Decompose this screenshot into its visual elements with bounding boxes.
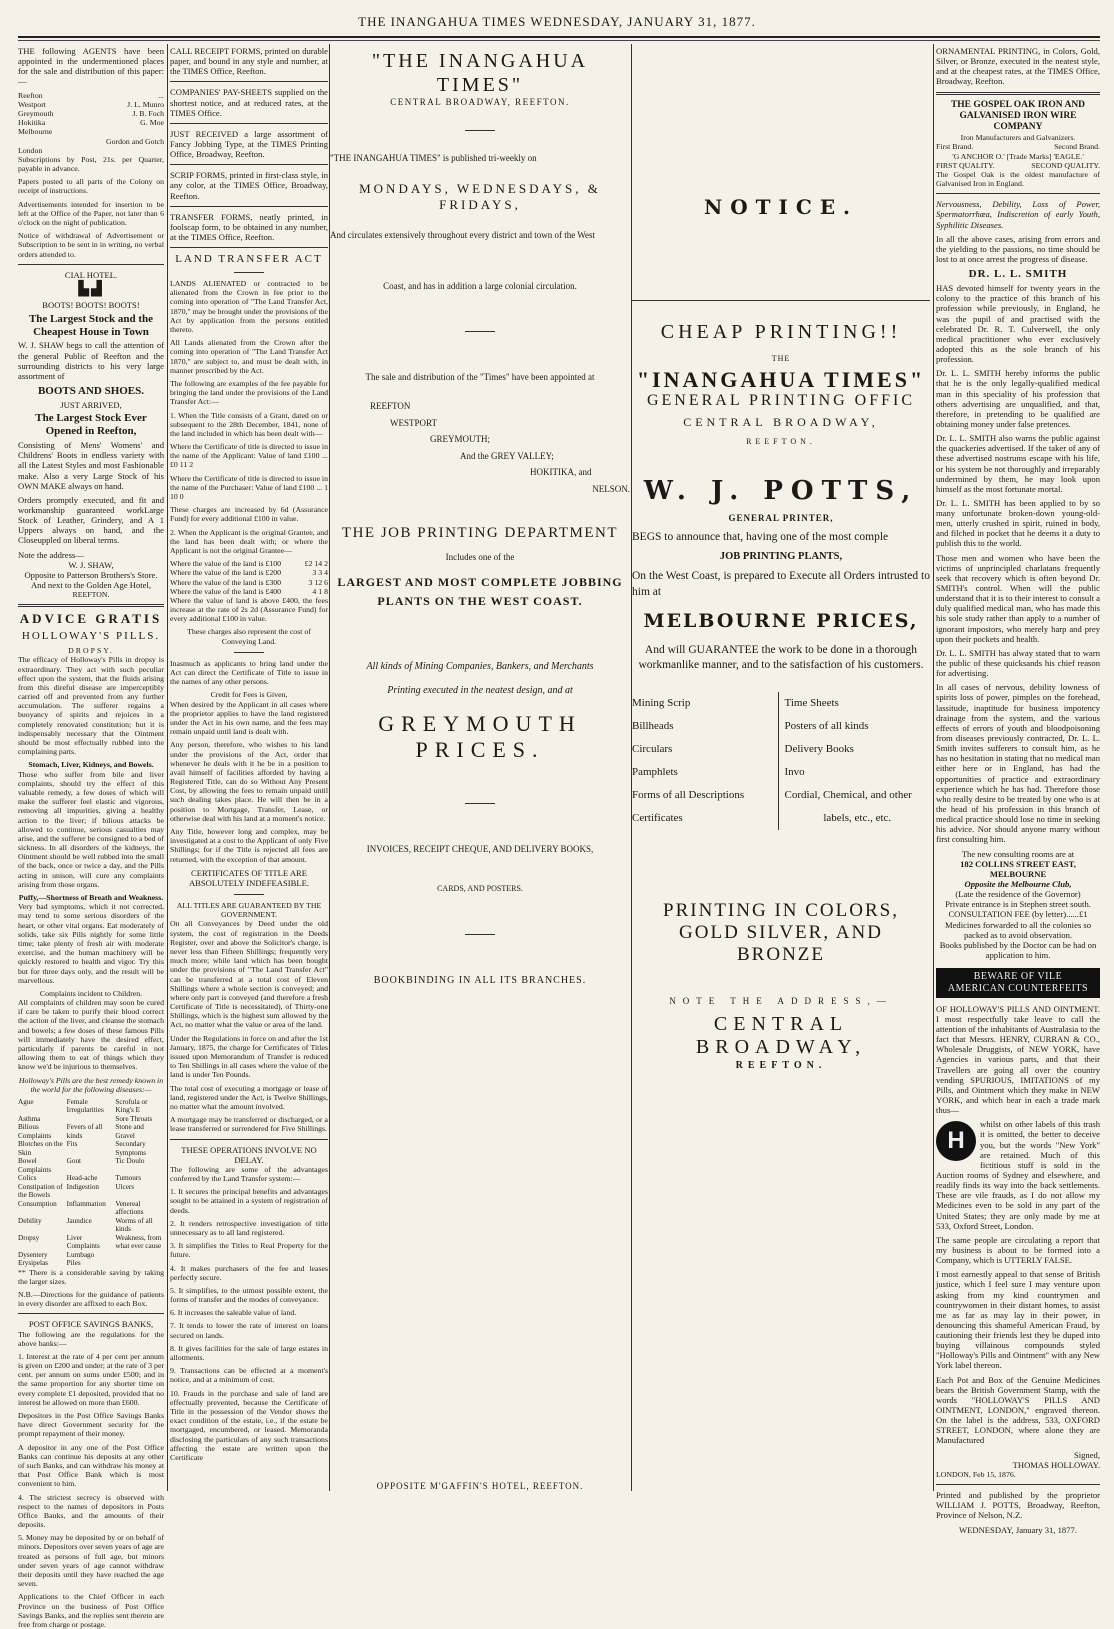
nervous-head: Nervousness, Debility, Loss of Power, Spermatorrhœa, Indiscretion of early Youth, Syphilitic Diseases. xyxy=(936,199,1100,230)
advantages: The following are some of the advantages conferred by the Land Transfer system:— xyxy=(170,1164,328,1184)
cheap-printing-head: CHEAP PRINTING!! xyxy=(660,320,902,343)
transfer-ad: TRANSFER FORMS, neatly printed, in foolscap form, to be obtained in any number, at the TIMES Office, Reefton. xyxy=(170,211,328,242)
disease-cell: Colics xyxy=(18,1174,37,1183)
printed-by: Printed and published by the proprietor WILLIAM J. POTTS, Broadway, Reefton, Province of Nelson, N.Z. xyxy=(936,1490,1100,1521)
divider xyxy=(465,934,495,935)
column-1 xyxy=(18,46,164,1629)
just-arrived: JUST ARRIVED, xyxy=(60,400,122,411)
general-printer: GENERAL PRINTER, xyxy=(728,512,834,523)
disease-cell: Piles xyxy=(66,1259,81,1268)
fee-table xyxy=(170,559,328,596)
divider xyxy=(170,164,328,165)
collins-address: 182 COLLINS STREET EAST, MELBOURNE xyxy=(960,858,1076,879)
paper-title: "THE INANGAHUA TIMES" xyxy=(371,50,589,96)
smith-text-7: In all cases of nervous, debility lowness of spirits loss of power, pimples on the forehead, lassitude, inaptitude for business impotency drainage from the system, and the various effects of errors of youth and bloodpoisoning from diseases previously contracted, Dr. L. L. Smith invites sufferers to consult him, as he has no hesitation in stating that no medical man either here or in England, has had the opportunities of practice and extraordinary experience which he has had. Therefore those who really desire to be treated by one who is at the head of his profession in this branch of medical practice should lose no time in seeking his advice. Nor should anyone marry without first consulting him. xyxy=(936,682,1100,845)
examples: The following are examples of the fee payable for bringing the land under the provisions of the Land Transfer Act:— xyxy=(170,378,328,407)
children-head: Complaints incident to Children. xyxy=(39,988,143,998)
printing-colors-head: PRINTING IN COLORS, GOLD SILVER, AND BRONZE xyxy=(663,900,899,966)
largest-line: LARGEST AND MOST COMPLETE JOBBING xyxy=(337,574,623,589)
nervous-text: In all the above cases, arising from errors and the yielding to the passions, no time should be lost to at once arrest the progress of disease. xyxy=(936,233,1100,264)
paper-address: CENTRAL BROADWAY, REEFTON. xyxy=(390,97,570,108)
advantage-item: 5. It simplifies, to the utmost possible extent, the forms of transfer and the modes of conveyance. xyxy=(170,1285,328,1305)
any-title: Any Title, however long and complex, may be investigated at a cost to the Applicant of only Five Shillings; for if the Title is rejected all fees are returned, with the exception of that amount. xyxy=(170,827,328,864)
call-receipt-ad: CALL RECEIPT FORMS, printed on durable paper, and bound in any style and number, at the TIMES Office, Reefton. xyxy=(170,46,328,77)
divider xyxy=(632,300,930,301)
service-item: Pamphlets xyxy=(632,766,678,779)
agent-place: Melbourne xyxy=(18,127,53,137)
gospel-oak-note: The Gospel Oak is the oldest manufacture of Galvanised Iron in England. xyxy=(936,169,1100,189)
opposite-club: Opposite the Melbourne Club, xyxy=(964,878,1072,889)
second-quality: SECOND QUALITY. xyxy=(1031,160,1100,170)
service-item: Billheads xyxy=(632,720,674,733)
divider xyxy=(936,193,1100,194)
hotel-head: CIAL HOTEL. xyxy=(64,269,118,280)
first-quality: FIRST QUALITY. xyxy=(936,160,995,170)
papers-posted: Papers posted to all parts of the Colony on receipt of instructions. xyxy=(18,177,164,196)
disease-cell: Inflammation xyxy=(66,1199,106,1208)
dropsy-head: DROPSY. xyxy=(68,646,114,656)
disease-row xyxy=(18,1234,164,1251)
town: HOKITIKA, and xyxy=(530,467,592,478)
service-item: Posters of all kinds xyxy=(784,720,869,733)
reefton-label: REEFTON. xyxy=(746,436,816,446)
disease-cell: Liver Complaints xyxy=(66,1233,100,1251)
posb-item: 4. The strictest secrecy is observed with respect to the names of depositors in Posts Office Banks, and the amounts of their deposits. xyxy=(18,1492,164,1530)
saving-note: ** There is a considerable saving by taking the larger sizes. xyxy=(18,1267,164,1286)
brand-row xyxy=(936,142,1100,151)
smith-text-5: Those men and women who have been the victims of unprincipled charlatans frequently seek that recovery which is often beyond Dr. SMITH's control. When will the public understand that it is to their interest to consult a duly qualified medical man, who has made this his sole study rather than apply to a number of ignorant impostors, who merely harp and prey upon their pockets and health. xyxy=(936,552,1100,644)
agent-place: Hokitika xyxy=(18,118,46,128)
disease-cell: Stone and Gravel xyxy=(115,1123,144,1140)
issue-date: WEDNESDAY, January 31, 1877. xyxy=(959,1524,1077,1535)
new-rooms: The new consulting rooms are at xyxy=(961,848,1075,859)
column-divider xyxy=(933,44,934,1491)
potts-head: W. J. POTTS, xyxy=(643,476,919,507)
posb-intro: The following are the regulations for the above banks:— xyxy=(18,1329,164,1348)
disease-cell: Indigestion xyxy=(66,1182,100,1191)
advantage-item: 8. It gives facilities for the sale of large estates in allotments. xyxy=(170,1343,328,1363)
disease-cell: Ague xyxy=(18,1097,34,1106)
fee-label: Where the value of the land is £200 xyxy=(170,568,282,578)
second-brand: Second Brand. xyxy=(1054,142,1100,152)
disease-cell: Venereal affections xyxy=(115,1199,144,1217)
land-transfer-head: LAND TRANSFER ACT xyxy=(175,253,323,266)
disease-cell: Female Irregularities xyxy=(66,1097,104,1115)
advantage-item: 7. It tends to lower the rate of interest on loans secured on lands. xyxy=(170,1321,328,1340)
boot-icon: ▙▟ xyxy=(78,281,104,297)
disease-cell: Gout xyxy=(66,1157,82,1166)
consisting-text: Consisting of Mens' Womens' and Childrens' Boots in endless variety with all the Latest Styles and most Fashionable make. Also a very Large Stock of his OWN MAKE always on hand. xyxy=(18,440,164,491)
land-alienated: LANDS ALIENATED or contracted to be alienated from the Crown in fee prior to the coming into operation of "The Land Transfer Act, 1870," may be brought under the provisions of the Act by application from the persons entitled thereto. xyxy=(170,279,328,335)
service-item: Time Sheets xyxy=(784,696,839,709)
mortgage: A mortgage may be transferred or discharged, or a lease transferred or surrendered for Five Shillings. xyxy=(170,1115,328,1134)
disease-cell: Ulcers xyxy=(115,1182,135,1191)
disease-row xyxy=(18,1157,164,1174)
divider xyxy=(465,331,495,332)
town: GREYMOUTH; xyxy=(430,434,490,445)
agent-place: Greymouth xyxy=(18,108,54,118)
masthead-rule xyxy=(18,36,1100,38)
diseases-table xyxy=(18,1098,164,1268)
divider xyxy=(234,894,264,895)
orders-text: Orders promptly executed, and fit and workmanship guaranteed workLarge Stock of Leather, Grindery, and A 1 Uppers always on hand, and the Closeuppled on liberal terms. xyxy=(18,494,164,546)
advantage-item: 2. It renders retrospective investigation of title unnecessary as to all land registered. xyxy=(170,1218,328,1237)
coast-line: Coast, and has in addition a large colonial circulation. xyxy=(383,280,577,291)
disease-cell: Bowel Complaints xyxy=(18,1157,52,1174)
agent-name: Gordon and Gotch xyxy=(105,136,164,146)
service-item: Delivery Books xyxy=(784,743,854,756)
masthead: THE INANGAHUA TIMES WEDNESDAY, JANUARY 31, 1877. xyxy=(358,14,756,29)
service-item: Forms of all Descriptions xyxy=(632,789,745,802)
advantage-item: 3. It simplifies the Titles to Real Property for the future. xyxy=(170,1241,328,1260)
the-label: THE xyxy=(771,354,791,364)
central-broadway-large: CENTRAL BROADWAY, xyxy=(695,1012,867,1059)
disease-cell: Asthma xyxy=(18,1114,41,1123)
consultation-fee: CONSULTATION FEE (by letter)......£1 xyxy=(948,909,1088,920)
disease-row xyxy=(18,1174,164,1182)
just-received-ad: JUST RECEIVED a large assortment of Fancy Jobbing Type, at the TIMES Printing Office, Broadway, Reefton. xyxy=(170,128,328,160)
fee-value: 4 1 8 xyxy=(312,586,328,596)
shaw-text: W. J. SHAW begs to call the attention of the general Public of Reefton and the surrounding districts to his very large assortment of xyxy=(18,340,164,381)
note-address: NOTE THE ADDRESS,— xyxy=(669,996,893,1007)
column-5 xyxy=(936,46,1100,1535)
agent-name: G. Moe xyxy=(140,118,164,128)
fee-value: 3 3 4 xyxy=(312,568,328,578)
service-item: Mining Scrip xyxy=(632,696,691,709)
boots-shoes-head: BOOTS AND SHOES. xyxy=(37,385,145,398)
london-date: LONDON, Feb 15, 1876. xyxy=(936,1469,1016,1479)
quality-row xyxy=(936,161,1100,170)
divider xyxy=(170,247,328,248)
fee-4: These charges are increased by 6d (Assurance Fund) for every additional £100 in value. xyxy=(170,505,328,524)
advantage-item: 6. It increases the saleable value of land. xyxy=(170,1308,297,1318)
fee-label: Where the value of the land is £400 xyxy=(170,586,282,596)
scrip-ad: SCRIP FORMS, printed in first-class style, in any color, at the TIMES Office, Broadway, Reefton. xyxy=(170,170,328,201)
disease-cell: Consumption xyxy=(18,1199,57,1208)
divider xyxy=(936,92,1100,95)
children-text: All complaints of children may soon be cured if care be taken to purify their blood correct the action of the liver, and cleanse the stomach and bowels; a few doses of these famous Pills will immediately have the desired effect, particularly if parents be careful in not allowing them to eat of things which they know we'd be injurious to themselves. xyxy=(18,998,164,1072)
disease-row xyxy=(18,1183,164,1200)
disease-row xyxy=(18,1217,164,1234)
divider xyxy=(18,1313,164,1314)
holloway-warning: OF HOLLOWAY'S PILLS AND OINTMENT. I most respectfully take leave to call the attention of the inhabitants of Australasia to the fact that Messrs. HENRY, CURRAN & CO., Wholesale Druggists, of NEW YORK, have Agencies in various parts, and that their Travellers are going all over the country vending SPURIOUS, IMITATIONS of my Pills, and Ointment which they make in NEW YORK, and which bear in each a trade mark thus— xyxy=(936,1003,1100,1116)
conveyances: On all Conveyances by Deed under the old system, the cost of registration in the Deeds Register, over and above the Solicitor's charge, is never less than Fifteen Shillings; frequently very much more; while land which has been bought under the provisions of "The Land Transfer Act" can be transferred at a total cost of Eleven Shillings where a whole section is conveyed; and where only part is conveyed (and therefore a fresh Certificate of Title is necessitated), of Thirty-one Shillings, which is the highest sum allowed by the Act, no matter what the value or area of the land. xyxy=(170,919,328,1030)
trade-mark-icon: H xyxy=(936,1121,976,1161)
smith-text: HAS devoted himself for twenty years in the colony to the practice of this branch of his profession while previously, in England, he was the pupil of and practised with the celebrated Dr. R. T. Culverwell, the only medical practitioner who ever exclusively adopted this as the sole branch of his profession. xyxy=(936,283,1100,365)
dropsy-text: The efficacy of Holloway's Pills in dropsy is extraordinary. They act with such peculiar effect upon the system, that the fluids arising from this direful disease are imperceptibly carried off and prevented from any further accumulation. The sufferer regains a buoyancy of spirits and rejoices in a completely renovated constitution; but it is indispensably necessary that the Ointment should be most effectually rubbed into the complaining parts. xyxy=(18,655,164,757)
divider xyxy=(170,1139,328,1140)
next-to-note: And next to the Golden Age Hotel, xyxy=(30,579,152,590)
posb-item: 5. Money may be deposited by or on behalf of minors. Depositors over seven years of age are treated as persons of full age, but minors under seven years of age cannot withdraw their deposits until they have reached the age seven. xyxy=(18,1533,164,1589)
service-item: Certificates xyxy=(632,812,683,825)
job-dept-head: THE JOB PRINTING DEPARTMENT xyxy=(341,524,619,541)
disease-row xyxy=(18,1200,164,1217)
reefton-large: REEFTON. xyxy=(735,1059,827,1071)
disease-row xyxy=(18,1098,164,1115)
brand-marks: 'G ANCHOR O.' [Trade Marks] 'EAGLE.' xyxy=(952,151,1084,161)
posb-head: POST OFFICE SAVINGS BANKS, xyxy=(28,1319,154,1330)
printing-office-head: GENERAL PRINTING OFFIC xyxy=(646,391,916,409)
disease-row xyxy=(18,1140,164,1157)
column-3 xyxy=(330,46,630,1493)
holloway-warning-5: Each Pot and Box of the Genuine Medicines bears the British Government Stamp, with the words "HOLLOWAY'S PILLS AND OINTMENT, LONDON," engraved thereon. On the label is the address, 533, OXFORD STREET, LONDON, where alone they are Manufactured xyxy=(936,1374,1100,1446)
column-divider xyxy=(167,44,168,1491)
fee-6: Where the value of land is above £400, the fees increase at the rate of 2s 2d (Assurance Fund) for every additional £100 in value. xyxy=(170,595,328,624)
agent-name: ... xyxy=(158,90,164,100)
services-left xyxy=(632,692,778,831)
agent-place: Reefton xyxy=(18,90,43,100)
divider xyxy=(170,206,328,207)
dr-smith-head: DR. L. L. SMITH xyxy=(968,268,1068,281)
printing-exec-line: Printing executed in the neatest design, and at xyxy=(387,685,573,697)
puffy-text: Very bad symptoms, which it not corrected, may tend to some serious disorders of the heart, or other vital organs. Eat moderately of solids, take six Pills nightly for some little time; take plenty of fresh air with moderate exercise, and the human machinery will be quickly restored to health and vigor. Try this but for three days only, and the result will be marvellous. xyxy=(18,902,164,985)
disease-cell xyxy=(115,1251,164,1259)
job-plants-head: JOB PRINTING PLANTS, xyxy=(719,551,843,563)
disease-cell: Jaundice xyxy=(66,1216,92,1225)
disease-cell: Tic Doulo xyxy=(115,1157,145,1166)
gospel-oak-head: THE GOSPEL OAK IRON AND GALVANISED IRON WIRE COMPANY xyxy=(950,99,1086,132)
footer-address: OPPOSITE M'GAFFIN'S HOTEL, REEFTON. xyxy=(376,1481,584,1491)
agent-name: J. L. Munro xyxy=(127,99,164,109)
disease-cell: Fevers of all kinds xyxy=(66,1123,103,1140)
puffy-head: Puffy,—Shortness of Breath and Weakness. xyxy=(18,893,164,903)
beware-line-1: BEWARE OF VILE xyxy=(973,971,1063,983)
advantage-item: 10. Frauds in the purchase and sale of land are effectually prevented, because the Certificate of Title in the possession of the Vendor shows the exact condition of the estate, i.e., if the estate be mortgaged, encumbered, or leased. Memoranda disclosing the particulars of any such transactions affecting the estate are written upon the Certificate xyxy=(170,1388,328,1462)
divider xyxy=(234,652,264,653)
agent-name: J. B. Foch xyxy=(132,108,164,118)
total-cost: The total cost of executing a mortgage or lease of land, registered under the Act, is Twelve Shillings, no matter what the amount involved. xyxy=(170,1083,328,1111)
disease-cell: Erysipelas xyxy=(18,1259,48,1268)
agent-place: Westport xyxy=(18,99,46,109)
disease-row xyxy=(18,1123,164,1140)
regulations: Under the Regulations in force on and after the 1st January, 1875, the charge for Certificates of Titles issued upon Memorandum of Transfer is reduced to Ten Shillings in all cases where the value of the land is under Ten Pounds. xyxy=(170,1033,328,1080)
advantage-item: 4. It makes purchasers of the fee and leases perfectly secure. xyxy=(170,1263,328,1282)
bookbinding-line: BOOKBINDING IN ALL ITS BRANCHES. xyxy=(373,974,587,986)
services-right xyxy=(778,692,931,831)
disease-cell: Lumbago xyxy=(66,1250,95,1259)
service-item: Cordial, Chemical, and other xyxy=(784,789,912,802)
divider xyxy=(170,123,328,124)
advice-gratis-head: ADVICE GRATIS xyxy=(19,611,163,627)
divider xyxy=(170,81,328,82)
divider xyxy=(465,130,495,131)
certificates-head: CERTIFICATES OF TITLE ARE ABSOLUTELY INDEFEASIBLE. xyxy=(188,867,310,888)
fee-label: Where the value of the land is £300 xyxy=(170,577,282,587)
disease-row xyxy=(18,1115,164,1123)
best-remedy: Holloway's Pills are the best remedy known in the world for the following diseases:— xyxy=(18,1075,164,1094)
stomach-head: Stomach, Liver, Kidneys, and Bowels. xyxy=(28,760,154,770)
inasmuch: Inasmuch as applicants to bring land under the Act can direct the Certificate of Title to issue in the names of any other persons. xyxy=(170,658,328,687)
guaranteed-head: ALL TITLES ARE GUARANTEED BY THE GOVERNMENT. xyxy=(176,901,322,920)
iron-manufacturers: Iron Manufacturers and Galvanizers. xyxy=(960,133,1076,143)
begs-text: BEGS to announce that, having one of the most comple xyxy=(632,530,889,543)
subscriptions: Subscriptions by Post, 21s. per Quarter, payable in advance. xyxy=(18,154,164,174)
late-residence: (Late the residence of the Governor) xyxy=(955,889,1081,900)
column-4 xyxy=(632,46,930,1493)
fee-3: Where the Certificate of title is directed to issue in the name of the Purchaser: Value of land £100 ... 1 10 0 xyxy=(170,473,328,502)
smith-text-2: Dr. L. L. SMITH hereby informs the public that he is the only legally-qualified medical man in this speciality of his profession that others advertising are unqualified, and that, therefore, in pretending to be qualified are obtaining money under false pretences. xyxy=(936,368,1100,429)
town: REEFTON xyxy=(370,400,411,411)
opposite-note: Opposite to Patterson Brothers's Store. xyxy=(24,569,158,580)
masthead-rule-thin xyxy=(18,40,1100,41)
companies-ad: COMPANIES' PAY-SHEETS supplied on the shortest notice, and at reduced rates, at the TIMES Office. xyxy=(170,87,328,118)
fee-2: Where the Certificate of title is directed to issue in the name of the Applicant: Value of land £100 ... £0 11 2 xyxy=(170,442,328,470)
credit-head: Credit for Fees is Given, xyxy=(210,690,288,700)
central-broadway: CENTRAL BROADWAY, xyxy=(683,414,879,429)
cards-line: CARDS, AND POSTERS. xyxy=(437,884,523,894)
fee-1: 1. When the Title consists of a Grant, dated on or subsequent to the 28th December, 1841, none of the land included in which has been dealt with— xyxy=(170,410,328,438)
disease-cell: Dropsy xyxy=(18,1233,40,1242)
fee-value: £2 14 2 xyxy=(304,559,328,569)
posb-item: A depositor in any one of the Post Office Banks can continue his deposits at any other of such Banks, and can withdraw his money at that Post Office Bank which is most convenient to him. xyxy=(18,1442,164,1489)
advantage-item: 9. Transactions can be effected at a moment's notice, and at a minimum of cost. xyxy=(170,1366,328,1385)
all-kinds-line: All kinds of Mining Companies, Bankers, and Merchants xyxy=(366,661,594,673)
disease-cell: Tumours xyxy=(115,1174,142,1183)
service-item: Circulars xyxy=(632,743,673,756)
services-grid xyxy=(632,692,930,831)
plants-line: PLANTS ON THE WEST COAST. xyxy=(377,594,583,609)
greymouth-prices: GREYMOUTH PRICES. xyxy=(378,710,582,762)
note-address: Note the address— xyxy=(18,549,84,560)
any-person: Any person, therefore, who wishes to his land under the provisions of the Act, order that whenever he deals with it he be in a position to avail himself of facilities afforded by having a Registered Title, can do so Without Any Present Cost, by allowing the fees to remain unpaid until such dealing takes place. He will then be in a position to Mortgage, Transfer, Lease, or otherwise deal with his land at a moment's notice. xyxy=(170,740,328,823)
stomach-text: Those who suffer from bile and liver complaints, should try the effect of this valuable remedy, a few doses of which will make the sufferer feel elastic and vigorous, removing all impurities, giving a healthy action to the liver; if bilious attacks be allowed to continue, serious casualties may arise, and the sufferer be consigned to a bed of sickness. In all disorders of the kidneys, the Ointment should be well rubbed into the small of the back, once or twice a day, and the Pills acting in unison, will cure any complaints arising from those organs. xyxy=(18,769,164,889)
invoices-line: INVOICES, RECEIPT CHEQUE, AND DELIVERY BOOKS, xyxy=(366,843,594,854)
signed: Signed, xyxy=(1073,1449,1100,1460)
disease-cell: Sore Throats xyxy=(115,1114,153,1123)
divider xyxy=(18,604,164,607)
times-head: "INANGAHUA TIMES" xyxy=(636,366,926,392)
disease-cell: Weakness, from what ever cause xyxy=(115,1233,162,1251)
advantages-list xyxy=(170,1187,328,1462)
posb-item: Depositors in the Post Office Savings Banks have direct Government security for the prompt repayment of their money. xyxy=(18,1411,164,1439)
boots-line: BOOTS! BOOTS! BOOTS! xyxy=(42,300,140,311)
notice-head: NOTICE. xyxy=(703,195,859,219)
smith-text-4: Dr. L. L. SMITH has been applied to by so many unfortunate broken-down young-old-men, utterly crushed in spirit, ruined in body, and filched in pocket that he deems it a duty to publish this to the world. xyxy=(936,497,1100,549)
includes-line: Includes one of the xyxy=(445,552,515,563)
divider xyxy=(936,1484,1100,1485)
disease-cell: Scrofula or King's E xyxy=(115,1097,148,1115)
fee-label: Where the value of the land is £100 xyxy=(170,559,282,569)
divider xyxy=(18,264,164,265)
credit-text: When desired by the Applicant in all cases where the proprietor applies to have the land registered under the Act in his own name, and the fees may remain unpaid until land is dealt with. xyxy=(170,699,328,737)
holloway-warning-3: The same people are circulating a report that my business is about to be formed into a Company, which is UTTERLY FALSE. xyxy=(936,1234,1100,1266)
disease-cell: Debility xyxy=(18,1216,42,1225)
agents-list xyxy=(18,91,164,155)
fee-5: 2. When the Applicant is the original Grantee, and the land has been dealt with; or where the Applicant is not the original Grantee— xyxy=(170,527,328,555)
service-item: labels, etc., etc. xyxy=(823,812,892,825)
holloway-head: HOLLOWAY'S PILLS. xyxy=(21,630,161,643)
agents-intro: THE following AGENTS have been appointed in the undermentioned places for the sale and distribution of this paper:— xyxy=(18,46,164,87)
disease-cell: Dysentery xyxy=(18,1250,48,1259)
smith-text-6: Dr. L. L. SMITH has alway stated that to warn the public of these quicksands his chief reason for advertising. xyxy=(936,647,1100,679)
holloway-warning-2: whilst on other labels of this trash it is omitted, the better to deceive you, but the words "New York" are retained. Much of this fictitious stuff is sold in the Auction rooms of Sydney and elsewhere, and readily finds its way into the back settlements. These are vile frauds, as I do not allow my Medicines even to be sold in any part of the United States; they are only made by me at 533, Oxford Street, London. xyxy=(936,1119,1100,1231)
ornamental-ad: ORNAMENTAL PRINTING, in Colors, Gold, Silver, or Bronze, executed in the neatest style, and at the cheapest rates, at the TIMES Office, Broadway, Reefton. xyxy=(936,46,1100,87)
agent-place: London xyxy=(18,145,43,155)
fee-value: 3 12 6 xyxy=(308,577,328,587)
published-line: "THE INANGAHUA TIMES" is published tri-weekly on xyxy=(330,152,537,163)
disease-cell: Constipation of the Bowels xyxy=(18,1182,63,1200)
divider xyxy=(234,272,264,273)
largest-stock-head: The Largest Stock and the Cheapest House in Town xyxy=(28,312,154,338)
reefton-label: REEFTON. xyxy=(72,590,110,600)
books-note: Books published by the Doctor can be had on application to him. xyxy=(939,939,1097,960)
thomas-holloway: THOMAS HOLLOWAY. xyxy=(1012,1459,1100,1470)
fee-7: These charges also represent the cost of Conveying Land. xyxy=(187,627,311,646)
service-item: Invo xyxy=(784,766,805,779)
sale-line: The sale and distribution of the "Times" have been appointed at xyxy=(365,372,595,383)
medicines-note: Medicines forwarded to all the colonies so packed as to avoid observation. xyxy=(944,919,1092,940)
disease-row xyxy=(18,1251,164,1259)
disease-cell xyxy=(67,1115,116,1123)
disease-cell xyxy=(115,1259,164,1267)
disease-cell: Worms of all kinds xyxy=(115,1216,153,1234)
adverts-note: Advertisements intended for insertion to be left at the Office of the Paper, not later than 6 o'clock on the night of publication. xyxy=(18,199,164,227)
disease-cell: Secondary Symptoms xyxy=(115,1140,147,1157)
guarantee-text: And will GUARANTEE the work to be done in a thorough workmanlike manner, and to the satisfaction of his customers. xyxy=(638,643,924,672)
melbourne-prices: MELBOURNE PRICES, xyxy=(643,610,919,633)
town: WESTPORT xyxy=(390,417,437,428)
all-lands: All Lands alienated from the Crown after the coming into operation of "The Land Transfer Act 1870," are subject to, and must be dealt with, in manner prescribed by the Act. xyxy=(170,338,328,375)
disease-cell: Blotches on the Skin xyxy=(18,1140,63,1157)
smith-text-3: Dr. L. L. SMITH also warns the public against the quackeries advertised. If the taker of any of these advertised nostrums escape with his life, or his system be not thoroughly and irreparably undermined by them, he may look upon himself as the most fortunate mortal. xyxy=(936,433,1100,494)
nb-note: N.B.—Directions for the guidance of patients in every disorder are affixed to each Box. xyxy=(18,1290,164,1309)
circulates-line: And circulates extensively throughout every district and town of the West xyxy=(330,230,596,241)
town: NELSON. xyxy=(592,483,630,494)
first-brand: First Brand. xyxy=(936,142,974,152)
withdrawal-note: Notice of withdrawal of Advertisement or Subscription to be sent in in writing, no verbal orders attended to. xyxy=(18,231,164,259)
days-line: MONDAYS, WEDNESDAYS, & FRIDAYS, xyxy=(359,181,601,212)
disease-row xyxy=(18,1259,164,1267)
town: And the GREY VALLEY; xyxy=(460,450,554,461)
operations-head: THESE OPERATIONS INVOLVE NO DELAY. xyxy=(181,1144,317,1165)
column-2 xyxy=(170,46,328,1493)
shaw-name: W. J. SHAW, xyxy=(68,559,114,570)
disease-cell: Head-ache xyxy=(66,1174,98,1183)
private-entrance: Private entrance is in Stephen street south. xyxy=(945,899,1091,910)
posb-item: 1. Interest at the rate of 4 per cent per annum is given on £200 and under; at the rate of 3 per cent. per annum on sums under £500; and in the same proportion for any shorter time on every complete £1 deposited, provided that no interest be allowed on more than £600. xyxy=(18,1351,164,1407)
disease-cell: Bilious Complaints xyxy=(18,1123,52,1140)
disease-cell: Fits xyxy=(66,1140,78,1149)
beware-banner xyxy=(936,968,1100,998)
divider xyxy=(465,803,495,804)
holloway-warning-4: I most earnestly appeal to that sense of British justice, which I feel sure I may venture upon asking from my kind countrymen and countrywomen in their distant homes, to assist me as far as may lay in their power, in denouncing this shameful American Fraud, by cautioning their friends lest they be duped into buying villainous compounds styled "Holloway's Pills and Ointment" with any New York label thereon. xyxy=(936,1269,1100,1371)
largest-ever-head: The Largest Stock Ever Opened in Reefton, xyxy=(35,412,147,438)
west-coast-text: On the West Coast, is prepared to Execute all Orders intrusted to him at xyxy=(632,570,930,598)
posb-item: Applications to the Chief Officer in each Province on the business of Post Office Savings Banks, and the replies sent thereto are free from charge or postage. xyxy=(18,1592,164,1629)
advantage-item: 1. It secures the principal benefits and advantages sought to be attained in a system of registration of deeds. xyxy=(170,1187,328,1215)
beware-line-2: AMERICAN COUNTERFEITS xyxy=(947,982,1089,994)
